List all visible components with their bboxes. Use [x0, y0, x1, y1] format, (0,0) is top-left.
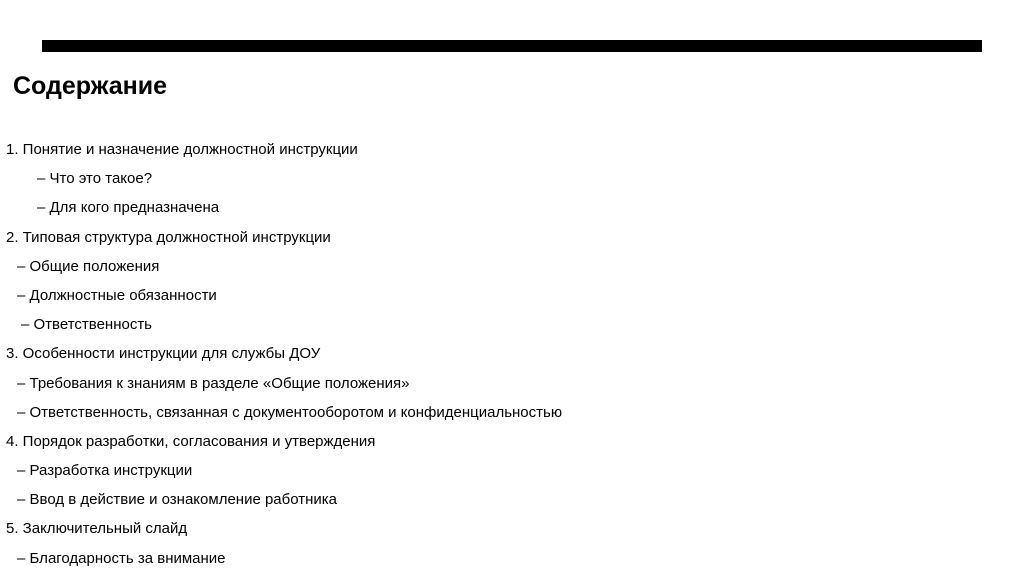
contents-item-text: 2. Типовая структура должностной инструкции	[6, 228, 331, 246]
contents-item-text: – Общие положения	[17, 257, 160, 275]
contents-item	[0, 164, 1024, 193]
contents-item	[0, 514, 1024, 543]
contents-item-text: 1. Понятие и назначение должностной инструкции	[6, 141, 358, 158]
contents-item-text: – Для кого предназначена	[37, 199, 220, 217]
contents-item	[0, 427, 1024, 456]
contents-item-text: – Требования к знаниям в разделе «Общие положения»	[17, 374, 410, 392]
contents-item	[0, 135, 1024, 164]
slide-title: Содержание	[13, 72, 168, 100]
contents-item-text: – Ответственность	[21, 316, 153, 334]
contents-item	[0, 544, 1024, 573]
contents-item	[0, 281, 1024, 310]
contents-item-text: – Ввод в действие и ознакомление работника	[17, 491, 338, 509]
contents-item	[0, 485, 1024, 514]
header-rule	[42, 40, 982, 52]
contents-item	[0, 398, 1024, 427]
contents-item-text: 3. Особенности инструкции для службы ДОУ	[6, 345, 321, 363]
contents-item-text: – Разработка инструкции	[17, 462, 193, 480]
contents-item	[0, 456, 1024, 485]
contents-item-text: – Ответственность, связанная с документооборотом и конфиденциальностью	[17, 403, 563, 421]
contents-item-text: 4. Порядок разработки, согласования и утверждения	[6, 432, 376, 450]
contents-item	[0, 339, 1024, 368]
contents-list	[0, 135, 1024, 573]
contents-item	[0, 223, 1024, 252]
contents-item-text: – Должностные обязанности	[17, 286, 217, 304]
contents-item-text: – Благодарность за внимание	[17, 549, 226, 567]
contents-item	[0, 252, 1024, 281]
contents-item-text: 5. Заключительный слайд	[6, 520, 188, 538]
contents-item-text: – Что это такое?	[37, 170, 153, 188]
contents-item	[0, 369, 1024, 398]
contents-item	[0, 310, 1024, 339]
contents-item	[0, 193, 1024, 222]
